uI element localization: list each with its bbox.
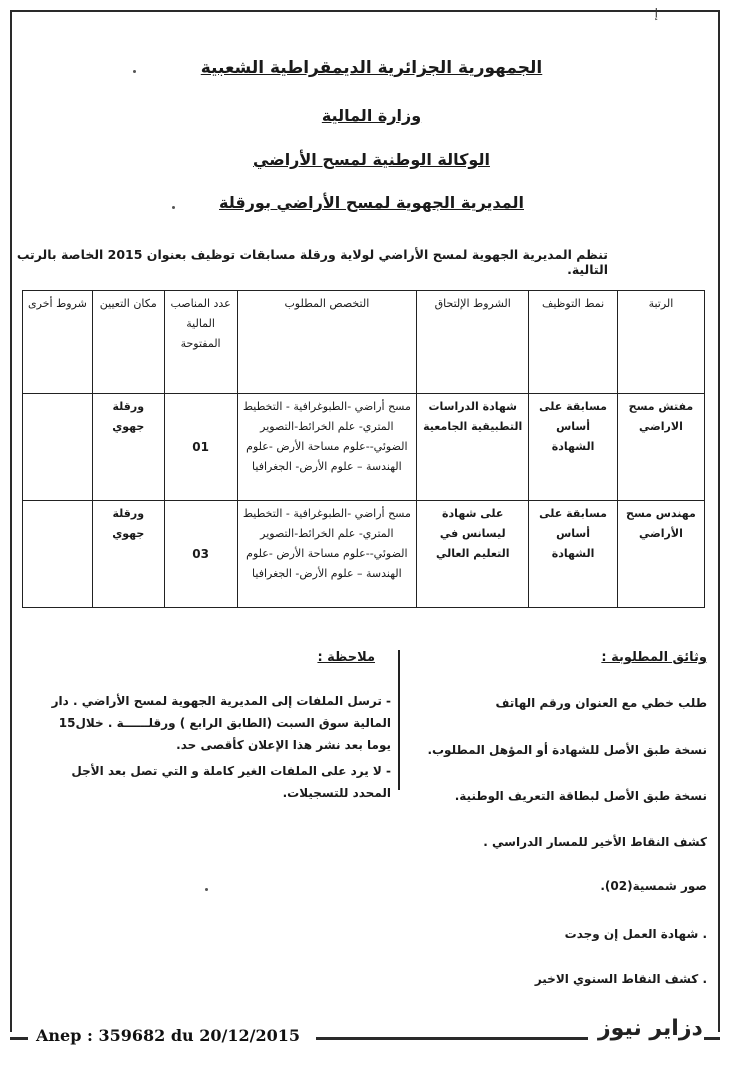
header-ministry: وزارة المالية [321, 106, 422, 125]
cell-specialty: مسح أراضي -الطبوغرافية - التخطيط المتري- علم الخرائط-التصوير الضوئي--علوم مساحة الأرض -علوم الهندسة – علوم الأرض- الجغرافيا [237, 394, 417, 501]
cell-other [23, 394, 93, 501]
header-agency: الوكالة الوطنية لمسح الأراضي [253, 150, 490, 169]
document-item: . شهادة العمل إن وجدت [564, 927, 707, 941]
note-item: - لا يرد على الملفات الغير كاملة و التي تصل بعد الأجل المحدد للتسجيلات. [71, 764, 391, 800]
table-row [23, 394, 705, 501]
table-row [23, 501, 705, 608]
cell-mode: مسابقة على أساس الشهادة [529, 501, 618, 608]
document-item: صور شمسية(02). [600, 879, 707, 893]
speck [205, 888, 208, 891]
cell-rank: مهندس مسح الأراضي [617, 501, 704, 608]
cell-other [23, 501, 93, 608]
header-positions: عدد المناصب المالية المفتوحة [164, 291, 237, 394]
cell-specialty: مسح أراضي -الطبوغرافية - التخطيط المتري- علم الخرائط-التصوير الضوئي--علوم مساحة الأرض -علوم الهندسة – علوم الأرض- الجغرافيا [237, 501, 417, 608]
header-republic: الجمهورية الجزائرية الديمقراطية الشعبية [200, 58, 543, 78]
notes-title: ملاحظة : [317, 650, 375, 665]
cell-conditions: على شهادة ليسانس في التعليم العالي [417, 501, 529, 608]
footer-rule-middle [316, 1037, 588, 1040]
cell-mode: مسابقة على أساس الشهادة [529, 394, 618, 501]
header-place: مكان التعيين [92, 291, 164, 394]
cell-place: ورقلة جهوي [92, 394, 164, 501]
note-item: - ترسل الملفات إلى المديرية الجهوية لمسح الأراضي . دار المالية سوق السبت (الطابق الرابع ) ورقلــــــة . خلال15 يوما بعد نشر هذا الإعلان كأقصى حد. [51, 694, 391, 752]
speck [133, 70, 136, 73]
document-item: . كشف النقاط السنوي الاخير [534, 972, 707, 986]
cell-positions: 03 [164, 501, 237, 608]
header-directorate: المديرية الجهوية لمسح الأراضي بورقلة [219, 193, 524, 212]
document-item: طلب خطي مع العنوان ورقم الهاتف [495, 696, 707, 710]
speck [172, 206, 175, 209]
footer-rule-left [10, 1037, 28, 1040]
header-conditions: الشروط الإلتحاق [417, 291, 529, 394]
document-item: نسخة طبق الأصل للشهادة أو المؤهل المطلوب. [427, 743, 707, 757]
document-item: كشف النقاط الأخير للمسار الدراسي . [483, 835, 707, 849]
cell-positions: 01 [164, 394, 237, 501]
cell-conditions: شهادة الدراسات التطبيقية الجامعية [417, 394, 529, 501]
header-other: شروط أخرى [23, 291, 93, 394]
cell-place: ورقلة جهوي [92, 501, 164, 608]
notes-divider [398, 650, 400, 790]
documents-title: وثائق المطلوبة : [601, 650, 707, 665]
brand-logo: دزاير نيوز [598, 1016, 703, 1041]
document-item: نسخة طبق الأصل لبطاقة التعريف الوطنية. [454, 789, 707, 803]
table-header-row [23, 291, 705, 394]
header-specialty: التخصص المطلوب [237, 291, 417, 394]
anep-reference: Anep : 359682 du 20/12/2015 [36, 1026, 300, 1045]
jobs-table [22, 290, 705, 608]
intro-text: تنظم المديرية الجهوية لمسح الأراضي لولاية ورقلة مسابقات توظيف بعنوان 2015 الخاصة بالرتب التالية. [16, 247, 608, 277]
top-fragment: إ [654, 6, 658, 20]
header-mode: نمط التوظيف [529, 291, 618, 394]
header-rank: الرتبة [617, 291, 704, 394]
footer [0, 1016, 743, 1052]
footer-rule-right [704, 1037, 720, 1040]
cell-rank: مفتش مسح الاراضي [617, 394, 704, 501]
